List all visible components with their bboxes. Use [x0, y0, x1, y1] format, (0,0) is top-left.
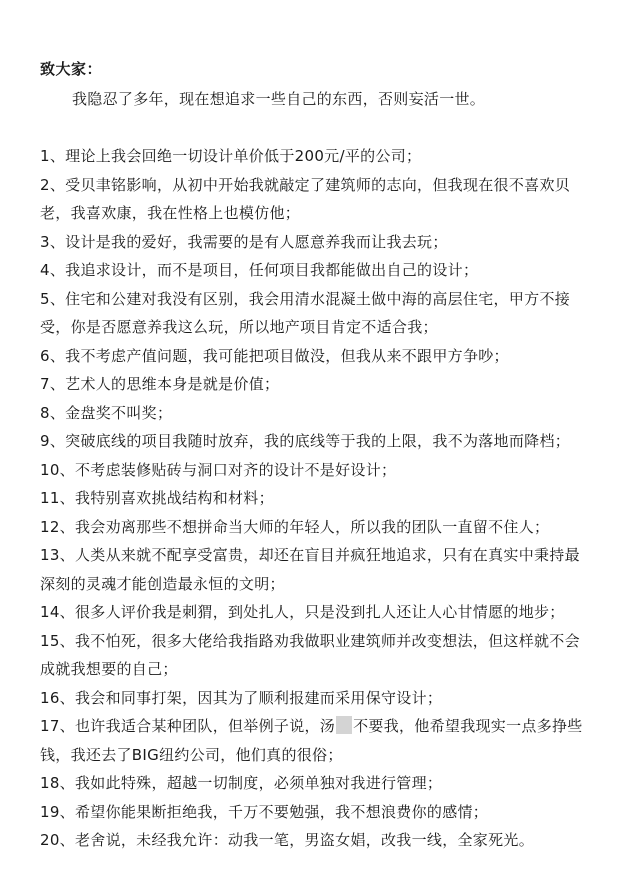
- item-line: 受，你是否愿意养我这么玩，所以地产项目肯定不适合我；: [40, 318, 438, 336]
- item-line: 深刻的灵魂才能创造最永恒的文明；: [40, 574, 285, 593]
- list-item: [40, 513, 600, 542]
- list-item: [40, 598, 600, 627]
- list-item: [40, 456, 600, 485]
- item-line: 7、艺术人的思维本身是就是价值；: [40, 375, 280, 393]
- list-item: [40, 370, 600, 399]
- item-line: 20、老舍说，未经我允许：动我一笔，男盗女娼，改我一线，全家死光。: [40, 831, 534, 849]
- item-line: 13、人类从来就不配享受富贵，却还在盲目并疯狂地追求，只有在真实中秉持最: [40, 546, 580, 564]
- item-line: 18、我如此特殊，超越一切制度，必须单独对我进行管理；: [40, 774, 443, 792]
- item-line: 1、理论上我会回绝一切设计单价低于200元/平的公司；: [40, 147, 422, 165]
- list-item: [40, 541, 600, 598]
- list-item: [40, 769, 600, 798]
- item-line: 10、不考虑装修贴砖与洞口对齐的设计不是好设计；: [40, 460, 397, 479]
- list-item: [40, 826, 600, 855]
- item-line: 成就我想要的自己；: [40, 660, 178, 678]
- list-item: [40, 684, 600, 713]
- item-line: 19、希望你能果断拒绝我，千万不要勉强，我不想浪费你的感情；: [40, 802, 489, 821]
- item-line: 11、我特别喜欢挑战结构和材料；: [40, 489, 274, 507]
- item-line: 4、我追求设计，而不是项目，任何项目我都能做出自己的设计；: [40, 261, 479, 279]
- item-17-text-after-redaction: 不要我，他希望我现实一点多挣些: [353, 717, 583, 735]
- list-item: [40, 627, 600, 684]
- list-item: [40, 399, 600, 428]
- list-item: [40, 256, 600, 285]
- item-line: 钱，我还去了BIG纽约公司，他们真的很俗；: [40, 745, 343, 764]
- item-line: [40, 712, 600, 741]
- item-17-text-before-redaction: 17、也许我适合某种团队，但举例子说，汤: [40, 717, 336, 735]
- item-line: 3、设计是我的爱好，我需要的是有人愿意养我而让我去玩；: [40, 232, 448, 251]
- item-line: 15、我不怕死，很多大佬给我指路劝我做职业建筑师并改变想法，但这样就不会: [40, 631, 580, 650]
- list-item: [40, 228, 600, 257]
- letter-preface: 我隐忍了多年，现在想追求一些自己的东西，否则妄活一世。: [72, 90, 486, 108]
- letter-salutation: 致大家：: [40, 60, 103, 78]
- list-item: [40, 427, 600, 456]
- item-line: 8、金盘奖不叫奖；: [40, 403, 173, 422]
- item-line: 9、突破底线的项目我随时放弃，我的底线等于我的上限，我不为落地而降档；: [40, 432, 571, 450]
- list-item: [40, 285, 600, 342]
- item-line: 12、我会劝离那些不想拼命当大师的年轻人，所以我的团队一直留不住人；: [40, 517, 550, 536]
- item-line: 老，我喜欢康，我在性格上也模仿他；: [40, 204, 301, 222]
- item-line: 5、住宅和公建对我没有区别，我会用清水混凝土做中海的高层住宅，甲方不接: [40, 289, 571, 308]
- item-line: 16、我会和同事打架，因其为了顺利报建而采用保守设计；: [40, 688, 443, 707]
- list-item: [40, 342, 600, 371]
- list-item: [40, 171, 600, 228]
- item-line: 14、很多人评价我是刺猬，到处扎人，只是没到扎人还让人心甘情愿的地步；: [40, 603, 565, 621]
- item-line: 2、受贝聿铭影响，从初中开始我就敲定了建筑师的志向，但我现在很不喜欢贝: [40, 175, 571, 194]
- list-item: [40, 484, 600, 513]
- list-item: [40, 142, 600, 171]
- list-item: [40, 798, 600, 827]
- redaction-block: [336, 716, 352, 734]
- demands-list: [40, 142, 600, 855]
- item-line: 6、我不考虑产值问题，我可能把项目做没，但我从来不跟甲方争吵；: [40, 346, 509, 365]
- list-item: [40, 712, 600, 769]
